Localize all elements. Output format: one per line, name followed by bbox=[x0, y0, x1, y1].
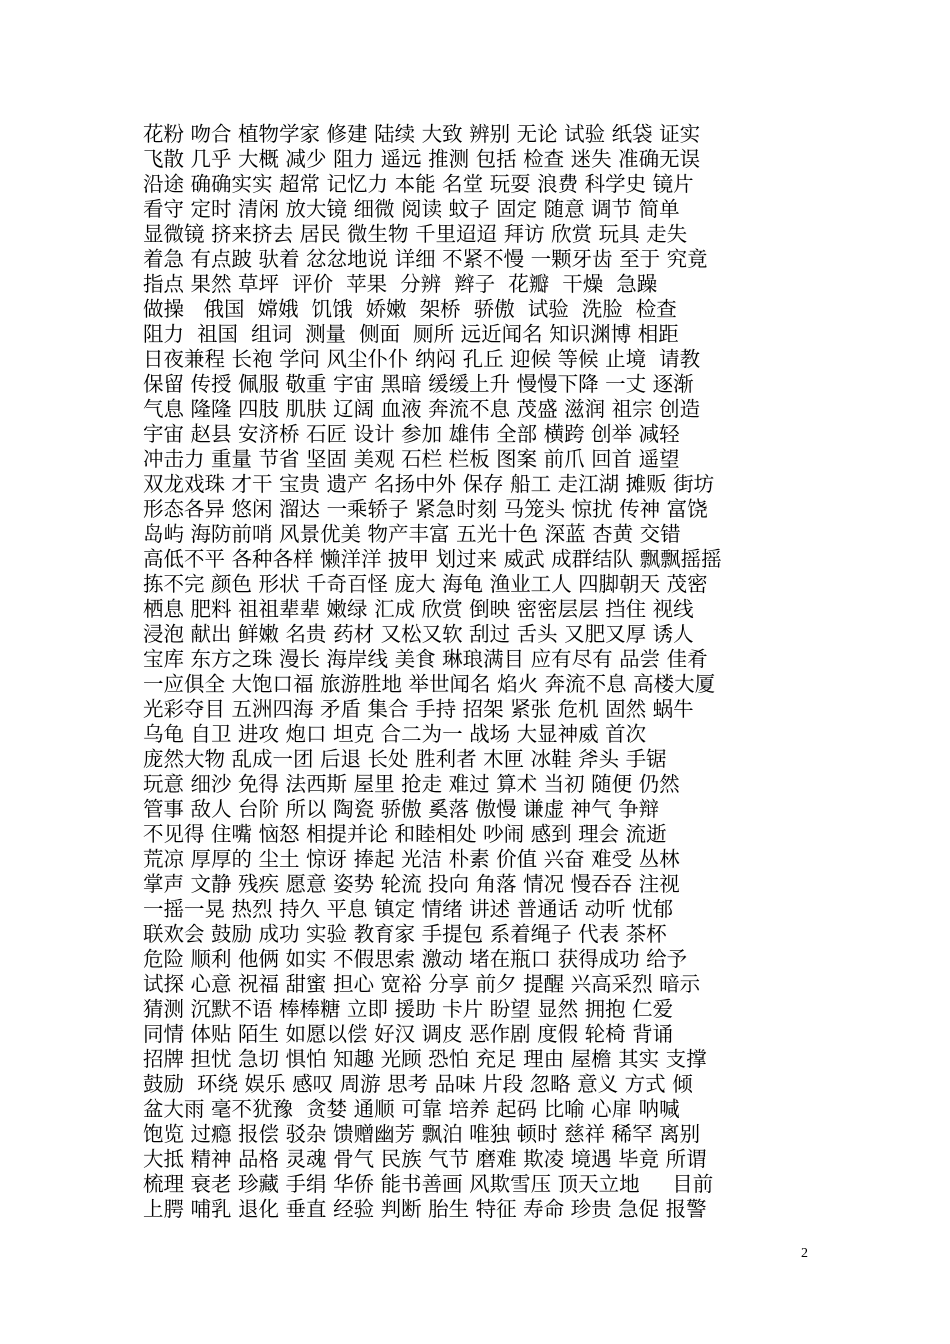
word-line: 庞然大物 乱成一团 后退 长处 胜利者 木匣 冰鞋 斧头 手锯 bbox=[143, 747, 667, 771]
word-line: 岛屿 海防前哨 风景优美 物产丰富 五光十色 深蓝 杏黄 交错 bbox=[143, 522, 681, 546]
word-line: 做操 俄国 嫦娥 饥饿 娇嫩 架桥 骄傲 试验 洗脸 检查 bbox=[143, 297, 677, 321]
word-line: 乌龟 自卫 进攻 炮口 坦克 合二为一 战场 大显神威 首次 bbox=[143, 722, 647, 746]
word-line: 一摇一晃 热烈 持久 平息 镇定 情绪 讲述 普通话 动听 忧郁 bbox=[143, 897, 674, 921]
word-line: 饱览 过瘾 报偿 驳杂 馈赠幽芳 飘泊 唯独 顿时 慈祥 稀罕 离别 bbox=[143, 1122, 701, 1146]
word-line: 指点 果然 草坪 评价 苹果 分辨 辫子 花瓣 干燥 急躁 bbox=[143, 272, 658, 296]
word-line: 看守 定时 清闲 放大镜 细微 阅读 蚊子 固定 随意 调节 简单 bbox=[143, 197, 680, 221]
word-line: 阻力 祖国 组词 测量 侧面 厕所 远近闻名 知识渊博 相距 bbox=[143, 322, 679, 346]
word-line: 双龙戏珠 才干 宝贵 遗产 名扬中外 保存 船工 走江湖 摊贩 街坊 bbox=[143, 472, 715, 496]
word-line: 荒凉 厚厚的 尘土 惊讶 捧起 光洁 朴素 价值 兴奋 难受 丛林 bbox=[143, 847, 680, 871]
word-line: 鼓励 环绕 娱乐 感叹 周游 思考 品味 片段 忽略 意义 方式 倾 bbox=[143, 1072, 693, 1096]
word-line: 飞散 几乎 大概 减少 阻力 遥远 推测 包括 检查 迷失 准确无误 bbox=[143, 147, 701, 171]
word-line: 着急 有点跛 驮着 忿忿地说 详细 不紧不慢 一颗牙齿 至于 究竟 bbox=[143, 247, 708, 271]
word-line: 保留 传授 佩服 敬重 宇宙 黑暗 缓缓上升 慢慢下降 一丈 逐渐 bbox=[143, 372, 694, 396]
word-line: 盆大雨 毫不犹豫 贪婪 通顺 可靠 培养 起码 比喻 心扉 呐喊 bbox=[143, 1097, 680, 1121]
word-line: 拣不完 颜色 形状 千奇百怪 庞大 海龟 渔业工人 四脚朝天 茂密 bbox=[143, 572, 708, 596]
word-line: 危险 顺利 他俩 如实 不假思索 激动 堵在瓶口 获得成功 给予 bbox=[143, 947, 688, 971]
word-line: 管事 敌人 台阶 所以 陶瓷 骄傲 奚落 傲慢 谦虚 神气 争辩 bbox=[143, 797, 660, 821]
word-line: 高低不平 各种各样 懒洋洋 披甲 划过来 威武 成群结队 飘飘摇摇 bbox=[143, 547, 722, 571]
word-line: 梳理 衰老 珍藏 手绢 华侨 能书善画 风欺雪压 顶天立地 目前 bbox=[143, 1172, 714, 1196]
word-line: 沿途 确确实实 超常 记忆力 本能 名堂 玩耍 浪费 科学史 镜片 bbox=[143, 172, 694, 196]
word-line: 上腭 哺乳 退化 垂直 经验 判断 胎生 特征 寿命 珍贵 急促 报警 bbox=[143, 1197, 707, 1221]
word-line: 冲击力 重量 节省 坚固 美观 石栏 栏板 图案 前爪 回首 遥望 bbox=[143, 447, 680, 471]
page-number: 2 bbox=[801, 1246, 808, 1261]
word-line: 联欢会 鼓励 成功 实验 教育家 手提包 系着绳子 代表 茶杯 bbox=[143, 922, 667, 946]
word-line: 花粉 吻合 植物学家 修建 陆续 大致 辨别 无论 试验 纸袋 证实 bbox=[143, 122, 701, 146]
word-line: 宇宙 赵县 安济桥 石匠 设计 参加 雄伟 全部 横跨 创举 减轻 bbox=[143, 422, 680, 446]
word-line: 一应俱全 大饱口福 旅游胜地 举世闻名 焰火 奔流不息 高楼大厦 bbox=[143, 672, 716, 696]
word-line: 栖息 肥料 祖祖辈辈 嫩绿 汇成 欣赏 倒映 密密层层 挡住 视线 bbox=[143, 597, 694, 621]
word-line: 日夜兼程 长袍 学问 风尘仆仆 纳闷 孔丘 迎候 等候 止境 请教 bbox=[143, 347, 701, 371]
word-line: 猜测 沉默不语 棒棒糖 立即 援助 卡片 盼望 显然 拥抱 仁爱 bbox=[143, 997, 674, 1021]
word-line: 宝库 东方之珠 漫长 海岸线 美食 琳琅满目 应有尽有 品尝 佳肴 bbox=[143, 647, 708, 671]
word-line: 掌声 文静 残疾 愿意 姿势 轮流 投向 角落 情况 慢吞吞 注视 bbox=[143, 872, 680, 896]
word-line: 招牌 担忧 急切 惧怕 知趣 光顾 恐怕 充足 理由 屋檐 其实 支撑 bbox=[143, 1047, 707, 1071]
word-line: 气息 隆隆 四肢 肌肤 辽阔 血液 奔流不息 茂盛 滋润 祖宗 创造 bbox=[143, 397, 701, 421]
vocabulary-word-list bbox=[143, 122, 823, 1222]
word-line: 大抵 精神 品格 灵魂 骨气 民族 气节 磨难 欺凌 境遇 毕竟 所谓 bbox=[143, 1147, 707, 1171]
word-line: 玩意 细沙 免得 法西斯 屋里 抢走 难过 算术 当初 随便 仍然 bbox=[143, 772, 680, 796]
word-line: 不见得 住嘴 恼怒 相提并论 和睦相处 吵闹 感到 理会 流逝 bbox=[143, 822, 667, 846]
word-line: 形态各异 悠闲 溜达 一乘轿子 紧急时刻 马笼头 惊扰 传神 富饶 bbox=[143, 497, 708, 521]
word-line: 同情 体贴 陌生 如愿以偿 好汉 调皮 恶作剧 度假 轮椅 背诵 bbox=[143, 1022, 674, 1046]
word-line: 浸泡 献出 鲜嫩 名贵 药材 又松又软 刮过 舌头 又肥又厚 诱人 bbox=[143, 622, 694, 646]
word-line: 显微镜 挤来挤去 居民 微生物 千里迢迢 拜访 欣赏 玩具 走失 bbox=[143, 222, 688, 246]
word-line: 试探 心意 祝福 甜蜜 担心 宽裕 分享 前夕 提醒 兴高采烈 暗示 bbox=[143, 972, 701, 996]
word-line: 光彩夺目 五洲四海 矛盾 集合 手持 招架 紧张 危机 固然 蜗牛 bbox=[143, 697, 694, 721]
